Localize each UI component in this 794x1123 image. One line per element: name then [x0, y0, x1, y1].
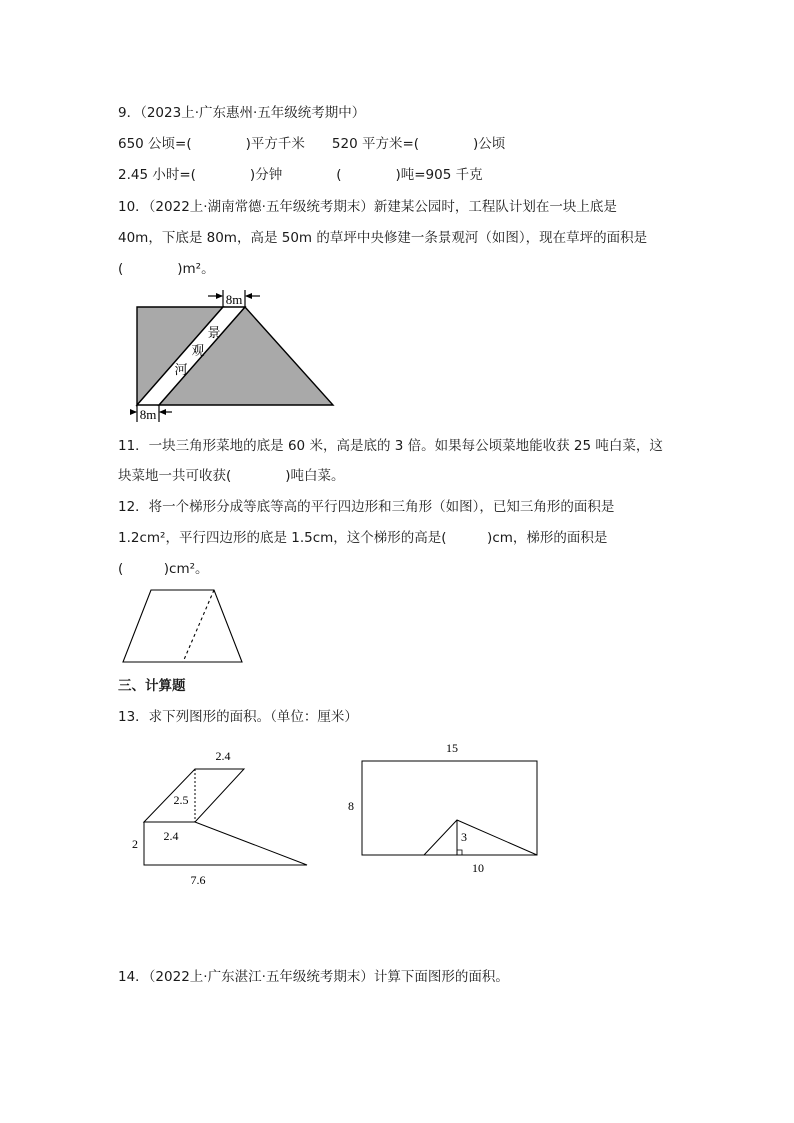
- q13-fig1-height-label: 2.5: [173, 793, 189, 807]
- q13-fig1-bottom-label: 7.6: [190, 873, 206, 887]
- q13-fig2-left-label: 8: [348, 799, 354, 813]
- q10-river-char-3: 河: [174, 363, 188, 378]
- q10-line1: 10．（2022上·湖南常德·五年级统考期末）新建某公园时，工程队计划在一块上底是: [118, 199, 617, 215]
- q13-fig1-left-label: 2: [132, 837, 138, 851]
- q13-fig2-triangle: [424, 820, 537, 855]
- q13-figure-2: [340, 740, 545, 880]
- q10-trapezoid-figure: [130, 288, 340, 424]
- q9-header: 9．（2023上·广东惠州·五年级统考期中）: [118, 105, 366, 121]
- q10-river-char-1: 景: [207, 326, 221, 341]
- q9-line1: 650 公顷=( )平方千米 520 平方米=( )公顷: [118, 136, 506, 152]
- q13-fig2-top-label: 15: [446, 741, 458, 755]
- q12-dashed-divider: [183, 590, 214, 662]
- q13-fig2-tri-base-label: 10: [472, 861, 484, 875]
- q10-bottom-width-label: 8m: [139, 407, 157, 422]
- q13-fig2-tri-height-label: 3: [461, 830, 467, 844]
- q10-line2: 40m，下底是 80m，高是 50m 的草坪中央修建一条景观河（如图），现在草坪的面积是: [118, 230, 648, 246]
- section-3-title: 三、计算题: [118, 678, 186, 694]
- q10-river-char-2: 观: [191, 344, 205, 359]
- q12-line2: 1.2cm²，平行四边形的底是 1.5cm，这个梯形的高是( )cm，梯形的面积是: [118, 530, 608, 546]
- q11-line2: 块菜地一共可收获( )吨白菜。: [118, 468, 345, 484]
- q9-line2: 2.45 小时=( )分钟 ( )吨=905 千克: [118, 167, 483, 183]
- q12-trapezoid-figure: [118, 586, 248, 666]
- q13-fig1-inner-label: 2.4: [163, 829, 179, 843]
- q10-line3: ( )m²。: [118, 261, 215, 277]
- q13-fig1-parallelogram: [144, 769, 244, 822]
- q10-top-width-label: 8m: [225, 292, 243, 307]
- q13-fig2-right-angle-mark: [457, 850, 462, 855]
- q13-fig1-top-label: 2.4: [215, 749, 231, 763]
- q13-fig2-rectangle: [362, 761, 537, 855]
- q14-line1: 14．（2022上·广东湛江·五年级统考期末）计算下面图形的面积。: [118, 969, 509, 985]
- q12-line3: ( )cm²。: [118, 561, 209, 577]
- q13-line1: 13．求下列图形的面积。（单位：厘米）: [118, 709, 358, 725]
- q12-trapezoid: [123, 590, 242, 662]
- q11-line1: 11．一块三角形菜地的底是 60 米，高是底的 3 倍。如果每公顷菜地能收获 25 吨白菜，这: [118, 438, 663, 454]
- q13-figure-1: [125, 742, 320, 890]
- q12-line1: 12．将一个梯形分成等底等高的平行四边形和三角形（如图），已知三角形的面积是: [118, 499, 615, 515]
